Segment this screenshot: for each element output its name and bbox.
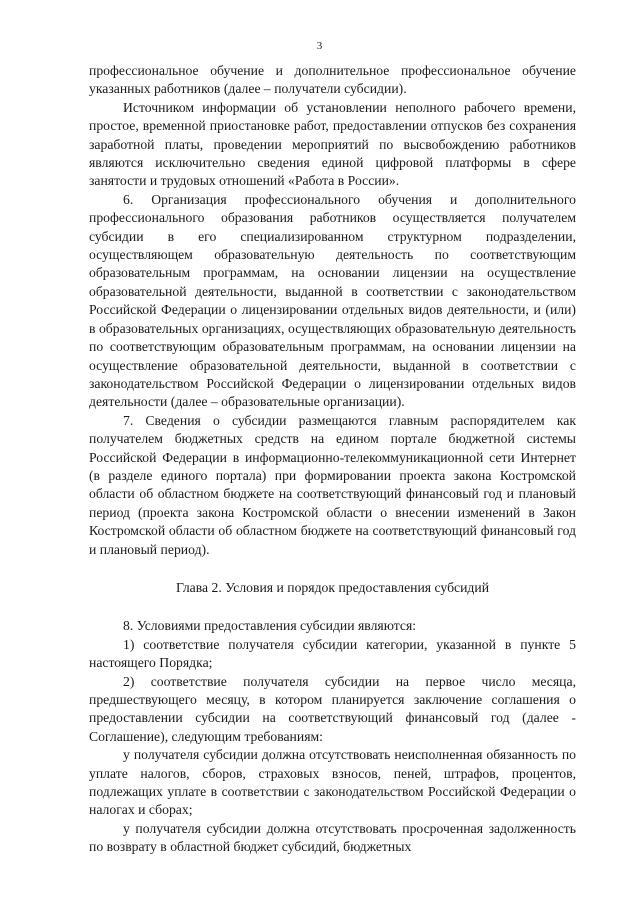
paragraph-subitem-2: 2) соответствие получателя субсидии на первое число месяца, предшествующего месяцу, в котором планируется заключение соглашения о предоставлении субсидии на соответствующий финансовый год (далее - Соглашение), следующим требованиям: xyxy=(89,673,576,744)
chapter-heading: Глава 2. Условия и порядок предоставления субсидий xyxy=(175,579,490,595)
document-body xyxy=(89,62,576,857)
paragraph-requirement-taxes: у получателя субсидии должна отсутствовать неисполненная обязанность по уплате налогов, сборов, страховых взносов, пеней, штрафов, процентов, подлежащих уплате в соответствии с законодательством Российской Федерации о налогах и сборах; xyxy=(89,747,576,818)
paragraph-requirement-debt: у получателя субсидии должна отсутствовать просроченная задолженность по возврату в областной бюджет субсидий, бюджетных xyxy=(89,820,576,855)
paragraph-information-source: Источником информации об установлении неполного рабочего времени, простое, временной приостановке работ, предоставлении отпусков без сохранения заработной платы, проведении мероприятий по высвобождению работников являются исключительно сведения единой цифровой платформы в сфере занятости и трудовых отношений «Работа в России». xyxy=(89,99,576,189)
paragraph-subitem-1: 1) соответствие получателя субсидии категории, указанной в пункте 5 настоящего Порядка; xyxy=(89,636,576,671)
paragraph-continuation: профессиональное обучение и дополнительное профессиональное обучение указанных работников (далее – получатели субсидии). xyxy=(89,63,576,97)
page-number: 3 xyxy=(316,40,323,52)
paragraph-item-7: 7. Сведения о субсидии размещаются главным распорядителем как получателем бюджетных средств на едином портале бюджетной системы Российской Федерации в информационно-телекоммуникационной сети Интернет (в разделе единого портала) при формировании проекта закона Костромской области об областном бюджете на соответствующий финансовый год и плановый период (проекта закона Костромской области о внесении изменений в Закон Костромской области об областном бюджете на соответствующий финансовый год и плановый период). xyxy=(89,412,576,557)
paragraph-item-6: 6. Организация профессионального обучения и дополнительного профессионального образования работников осуществляется получателем субсидии в его специализированном структурном подразделении, осуществляющем образовательную деятельность по соответствующим образовательным программам, на основании лицензии на осуществление образовательной деятельности, выданной в соответствии с законодательством Российской Федерации о лицензировании отдельных видов деятельности, и (или) в образовательных организациях, осуществляющих образовательную деятельность по соответствующим образовательным программам, на основании лицензии на осуществление образовательной деятельности, выданной в соответствии с законодательством Российской Федерации о лицензировании отдельных видов деятельности (далее – образовательные организации). xyxy=(89,191,576,410)
paragraph-item-8: 8. Условиями предоставления субсидии являются: xyxy=(123,618,417,634)
